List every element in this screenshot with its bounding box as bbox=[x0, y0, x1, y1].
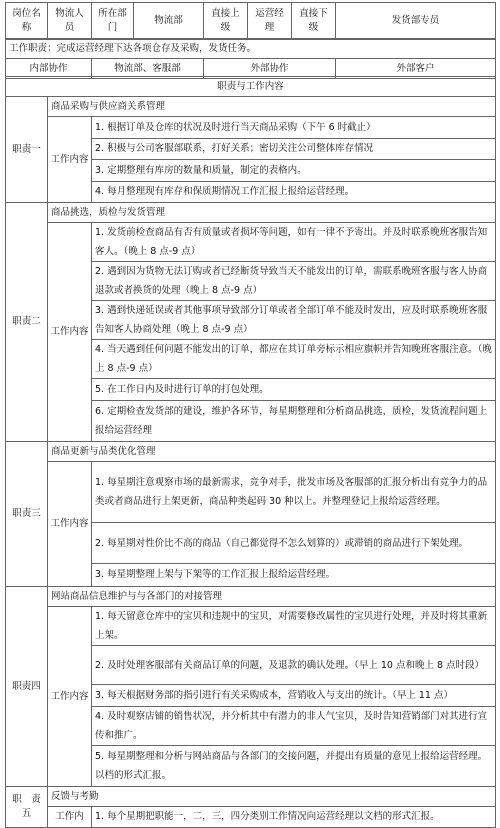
duty-summary: 工作职责：完成运营经理下达各项仓存及采购，发货任务。 bbox=[6, 39, 496, 59]
duty-4-item-2: 2. 及时处理客服部有关商品订单的问题，及退款的确认处理。（早上 10 点和晚上 8 点时段） bbox=[92, 646, 496, 685]
position-label: 岗位名称 bbox=[6, 3, 48, 40]
duty-4-item-3: 3. 每天根据财务部的指引进行有关采购成本，营销收入与支出的统计。（早上 11 点） bbox=[92, 685, 496, 707]
duty-1-work-label: 工作内容 bbox=[48, 117, 92, 203]
duty-3-item-1: 1. 每星期注意观察市场的最新需求，竞争对手，批发市场及客服部的汇报分析出有竞争力的品类或者商品进行上架更新，商品种类起码 30 种以上。并整理登记上报给运营经理。 bbox=[92, 462, 496, 523]
duty-2-item-1: 1. 发货前检查商品有否有质量或者损坏等问题，如有一律不予寄出。并及时联系晚班客服告知客人。（晚上 8 点-9 点） bbox=[92, 223, 496, 262]
duty-2-title: 商品挑选，质检与发货管理 bbox=[48, 203, 496, 223]
duty-1-item-1: 1. 根据订单及仓库的状况及时进行当天商品采购（下午 6 时截止） bbox=[92, 117, 496, 139]
duty-3-item-2: 2. 每星期对性价比不高的商品（自己都觉得不怎么划算的）或滞销的商品进行下架处理。 bbox=[92, 523, 496, 564]
header-table bbox=[5, 2, 496, 40]
subordinate-value: 发货部专员 bbox=[336, 3, 496, 40]
duty-2-work-label: 工作内容 bbox=[48, 223, 92, 442]
duty-2-item-2: 2. 遇到因为货物无法订购或者已经断货导致当天不能发出的订单，需联系晚班客服与客人协商退款或者换货的处理（晚上 8 点-9 点） bbox=[92, 262, 496, 301]
duty-2-item-6: 6. 定期检查发货部的建设，维护各环节，每星期整理和分析商品挑选，质检，发货流程问题上报给运营经理 bbox=[92, 401, 496, 442]
duty-4-title: 网站商品信息维护与与各部门的对接管理 bbox=[48, 587, 496, 607]
duty-3-title: 商品更新与品类优化管理 bbox=[48, 442, 496, 462]
department-value: 物流部 bbox=[134, 3, 204, 40]
duty-1-title: 商品采购与供应商关系管理 bbox=[48, 97, 496, 117]
duty-2-label: 职责二 bbox=[6, 203, 48, 442]
duty-5-title: 反馈与考勤 bbox=[48, 787, 496, 807]
internal-collab-label: 内部协作 bbox=[6, 59, 92, 79]
duty-3-work-label: 工作内容 bbox=[48, 462, 92, 587]
duty-2-item-5: 5. 在工作日内及时进行订单的打包处理。 bbox=[92, 379, 496, 401]
duty-1-label: 职责一 bbox=[6, 97, 48, 203]
external-collab-value: 外部客户 bbox=[336, 59, 496, 79]
duty-4-label: 职责四 bbox=[6, 587, 48, 787]
external-collab-label: 外部协作 bbox=[204, 59, 336, 79]
duty-5-item-1: 1. 每个星期把职能一，二，三，四分类别工作情况向运营经理以文档的形式汇报。 bbox=[92, 807, 496, 828]
superior-label: 直接上级 bbox=[204, 3, 248, 40]
duty-1-item-2: 2. 积极与公司客服部联系，打好关系；密切关注公司整体库存情况 bbox=[92, 139, 496, 160]
duty-1-item-3: 3. 定期整理有库房的数量和质量，制定的表格内。 bbox=[92, 160, 496, 182]
duty-5-work-label: 工作内 bbox=[48, 807, 92, 828]
duty-4-item-4: 4. 及时观察店铺的销售状况，并分析其中有潜力的非人气宝贝，及时告知营销部门对其进行宣传和推广。 bbox=[92, 707, 496, 746]
subordinate-label: 直接下级 bbox=[292, 3, 336, 40]
duty-2-item-4: 4. 当天遇到任何问题不能发出的订单，都应在其订单旁标示相应旗帜并告知晚班客服注意。（晚上 8 点-9 点） bbox=[92, 340, 496, 379]
duty-1-item-4: 4. 每月整理现有库存和保质期情况工作汇报上报给运营经理。 bbox=[92, 182, 496, 203]
duty-4-item-1: 1. 每天留意仓库中的宝贝和违规中的宝贝，对需要修改属性的宝贝进行处理，并及时将其重新上架。 bbox=[92, 607, 496, 646]
position-value: 物流人员 bbox=[48, 3, 92, 40]
department-label: 所在部门 bbox=[92, 3, 134, 40]
duty-4-item-5: 5. 每星期整理和分析与网站商品与各部门的交接问题，并提出有质量的意见上报给运营经理。以档的形式汇报。 bbox=[92, 746, 496, 787]
section-title: 职责与工作内容 bbox=[6, 77, 496, 97]
collaboration-table bbox=[5, 38, 496, 79]
duty-4-work-label: 工作内容 bbox=[48, 607, 92, 787]
duties-table bbox=[5, 76, 496, 828]
superior-value: 运营经理 bbox=[248, 3, 292, 40]
duty-3-item-3: 3. 每星期整理上架与下架等的工作汇报上报给运营经理。 bbox=[92, 564, 496, 587]
duty-3-label: 职责三 bbox=[6, 442, 48, 587]
internal-collab-value: 物流部、客服部 bbox=[92, 59, 204, 79]
duty-2-item-3: 3. 遇到快递延误或者其他事项导致部分订单或者全部订单不能及时发出，应及时联系晚班客服告知客人协商处理（晚上 8 点-9 点） bbox=[92, 301, 496, 340]
duty-5-label: 职 责五 bbox=[6, 787, 48, 828]
